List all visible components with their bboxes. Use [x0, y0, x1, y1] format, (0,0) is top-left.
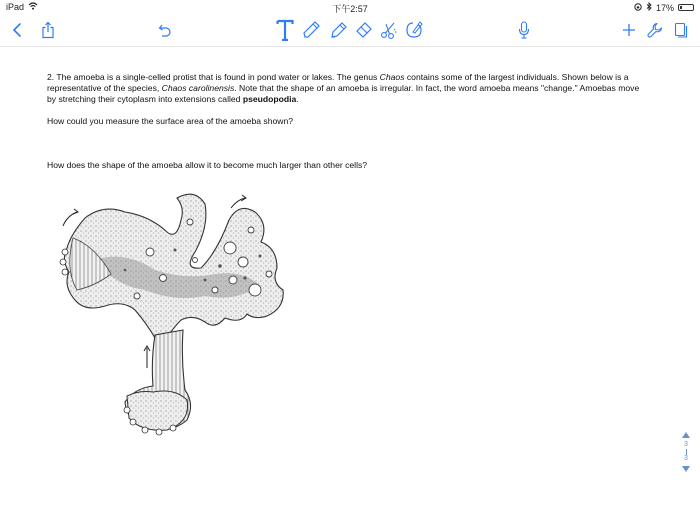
battery-percent: 17%: [655, 2, 674, 13]
add-icon[interactable]: [620, 14, 638, 46]
shape-tool-icon[interactable]: [402, 14, 426, 46]
species-name: Chaos carolinensis: [161, 83, 235, 94]
total-pages: 3: [684, 455, 688, 462]
page-indicator: [680, 432, 692, 472]
share-icon[interactable]: [38, 14, 58, 46]
eraser-tool-icon[interactable]: [352, 14, 376, 46]
microphone-icon[interactable]: [514, 14, 534, 46]
battery-icon: [678, 4, 694, 11]
key-term: pseudopodia: [242, 94, 297, 105]
lasso-scissors-icon[interactable]: [377, 14, 401, 46]
pen-tool-icon[interactable]: [299, 14, 323, 46]
highlighter-tool-icon[interactable]: [327, 14, 351, 46]
clock: 下午2:57: [332, 4, 368, 14]
status-bar: [0, 0, 700, 14]
page-down-icon[interactable]: [682, 466, 690, 472]
wrench-icon[interactable]: [645, 14, 665, 46]
document-page: [47, 72, 647, 171]
device-name: iPad: [6, 2, 25, 12]
pages-icon[interactable]: [672, 14, 690, 46]
genus-name: Chaos: [379, 72, 405, 82]
back-chevron-icon[interactable]: [8, 14, 26, 46]
bluetooth-icon: [646, 2, 652, 13]
toolbar-divider: [0, 46, 700, 47]
question-number: 2.: [47, 72, 55, 82]
amoeba-illustration: [55, 190, 315, 445]
text-tool-icon[interactable]: [273, 14, 297, 46]
orientation-lock-icon: [634, 3, 642, 13]
page-up-icon[interactable]: [682, 432, 690, 438]
undo-icon[interactable]: [154, 14, 176, 46]
question-shape: How does the shape of the amoeba allow it to become much larger than other cells?: [47, 159, 368, 170]
question-intro: 2. The amoeba is a single-celled protist that is found in pond water or lakes. The genus Chaos contains some of the largest individuals. Shown below is a representative of the species, Chaos carolinensis. Note that the shape of an amoeba is irregular. In fact, the word amoeba means "change." Amoebas move by stretching their cytoplasm into extensions called pseudopodia.: [47, 72, 640, 105]
question-surface-area: How could you measure the surface area of the amoeba shown?: [47, 115, 294, 126]
toolbar: [0, 14, 700, 46]
current-page: 3: [684, 441, 688, 448]
